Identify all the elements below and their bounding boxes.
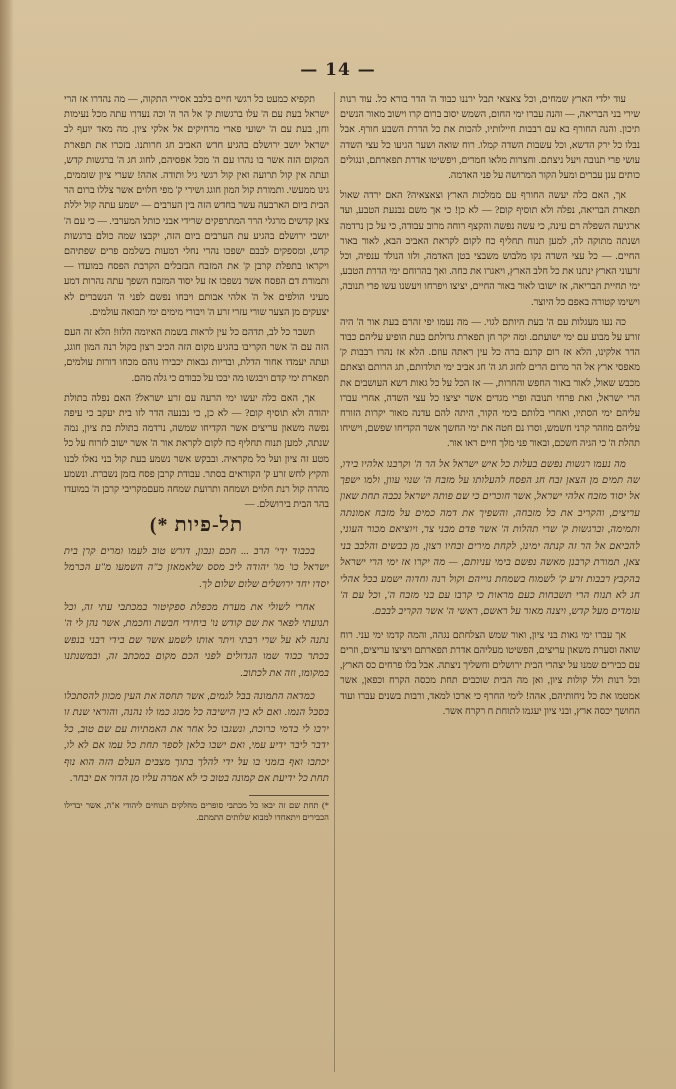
- section-title: תל-פיות *): [149, 514, 244, 537]
- right-paragraph-2: אך, האם כלה יעשה החורף עם ממלכות הארץ וצאצאיה? האם ירדה שאול תפארת הבריאה, נפלה ולא תוסיף קום? — לא כן! כי אך משם נבנעת הטבע, ועד ארגיעה השפלה רם עינה, כי עשה נפשה והקצף רוחה מרוב עבודה, כי על כן נרדמה ושנתה מתוקה לה, למען תנוח תחליף כח לקום לקראת האביב הבא, לאור באור החיים. — כל עצי השדה נקו מלבוש משבצי בטן האדמה, ולזו הנולד ענפיה, וכל זרעוני הארץ ינתנו את כל חלב הארץ, ויאגרו את כחה. ואך בהרוחם ימי הדרת הטבע, ימי תחיית הבריאה, אז ישובו לאור באור החיים, יציצו ויפרחו ויעשנו עשו פרי תנובה, וישימו קטורה באפם כל היוצר.: [340, 190, 640, 308]
- letter-salutation: בכבוד ידי' הרב ... חכם ונבון, דורש טוב לעמו ומרים קרן בית ישראל כו' מו' יהודה ליב מסס שלאמאזן כ"ה השמעו מ"ע הכרמל יסדו יחד ירושלים שלום שלום לך.: [64, 545, 329, 590]
- footnote-divider: [249, 795, 329, 796]
- left-paragraph-2: תשבר כל לב, תדהם כל עין לראות בשמת האיומה הלזו! הלא זה העם הזה עם ה' אשר הקריבו בהגיע מקום הזה הכיב רצון בקול רנה המון חוגג, ועתה יעמדו אחור הדלת, ובריות גבאות יכבירו נוהם מכחו דורות עולמים, תפארת ימי קדם ויבגשו מה יבכו על כבודם כי גלה מהם.: [64, 327, 329, 384]
- left-paragraph-1: תקפיא כמעט כל רגשי חיים בלבב אסירי התקוה, — מה נהדרו אז הרי ישראל בעת עם ה' עלו ברגשות ק' אל הר ה' וכה נעדרו עתה מכל נעימות וחן, בעת עם ה' ישועי פארי מרחיקים אל אלקי ציון. מה מאד יועף לב ישראל יושב ירושלם בהגיע חדש האביב חג חרותנו. בזכרו את תפארת המקום הזה אשר בו נהרו עם ה' מכל אפסיהם, לחוג חג ה' ברגשות קדש, ועתה אין קול תרועה ואין קול רגשי גיל ותודה. אהה! שערי ציון שוממים, גינו ממעשי. ותמורת קול המון חוגג ושירי ק' מפי חלוים אשר צללו ברום הר הבית ביום הארבעה עשר בחדש הזה בין הערבים — ישמע עתה קול יללת צאן קדשים מרגלי הרר המתרפקים שרידי אבני כותל המערבי. — כי עם ה' יושבי ירושלם בהגיע עת הערבים ביום הזה, יקבצו שמה כולם ברגשות קדש, ומספקים לבבם ישפכו נהרי נחלי דמעות בשלמם פרים שפתיהם ויקראו בתפלת קרבן ק' את המזבח הבזבלים הקרבת הפסח במועדו — ותמורת דם הפסח אשר נשפכו אז על יסוד המזבח השפך עתה נהרות דמע מעיני הולפים אל ה' אלהי אבותם ויבחו נפשם לפני ה' הנשברים לא יצעקים מן הצער שורי עזרי זרע ה' ויבורי מימים ימי תבואה עולמים.: [64, 94, 329, 318]
- left-paragraph-3: אך, האם כלה יעשו ימי הרעה עם זרע ישראל? האם נפלה בתולת יהודה ולא תוסיף קום? — לא כן, כי נבנעה הדר לזו בית יעקב כי עיפה נפשה משאון עריצים אשר הקדיחו שמשה, נרדמה בתולת בת ציון, נמה שנתה, למען תנוח תחליף כח לקום לקראת אור ה' אשר ישוב לזרוח על כל מטע זה ציון ועל כל מקראיה. ובבקש אשר נשמע בעת קול בני נאלו לבנו והקיץ לחש זרע ק' הקוראים בסתר. עבודת קרבן פסח בזמן נשברת. ונשמע מהרה קול רנת חלוים ושמחה ותרועת שמחה מעםמקריבי קרבן ה' במועדו בהר הבית בירושלם. —: [64, 392, 329, 511]
- right-paragraph-4: אך עברו ימי גאות בני ציון, ואור שמש הצלחתם נגהה, והמה קדמו ימי עני. רוח שואה וסערת משאון עריצים, הפשיטו מעליהם אדרת תפארתם ויציצו עריצים, וזרים עם כבירים שמנו על יצהרי הבית ירושלים וחשליך ניצתה. אבל בלו פרחים כס הארץ, וכל רנות ולל קולות ציון, ואן מה הבית שוכבים תחת מכסה הקרח וכפאן, אשר אמטמו את כל ניחותיהם, אהה! לימי החרף כי ארכו למאד, ורבות בשנים עברו ועוד החושך יכסה ארץ, ובני ציון יעגמו לתוחת ח רקרח אשר.: [340, 629, 640, 717]
- page-number: — 14 —: [300, 60, 376, 80]
- right-paragraph-1: עוד ילדי הארץ שמחים, וכל צאצאי תבל ירננו כבוד ה' הדר בורא כל. עוד רנות שירי בני הבריאה, — והנה עברו ימי החום, השמש יסוב ברום קרו וישוב מאור הנשים תיכון. והנה החורף בא עם רבבות חיילותיו, להכות את כל הדרת השבע חורף. אבל נבלו כל ירק הדשא, וכל עשבות השדה קמלו. רוח שואה ושער הגיעו כל עצי השדה עושי פרי תנובה ויעל ניצתם. וחצרות מלאו חמרים, ויפשיטו אדרת תפארתם, ונגולים כותים ענן עברים ומעל הקור המרושה על פני האדמה.: [340, 94, 640, 182]
- left-column: [64, 92, 329, 1072]
- footnote: *) תחת שם זה יבאו כל מכתבי סופרים מחלקים תנוחים ליהודי א"ה, אשר יבדילו הכבירים ויתאחדו למבוא שלותים התמתם.: [64, 801, 329, 823]
- letter-paragraph-2: כמדאה התמונה בבל לגמים, אשר תחסה את העין מכוון להסתכלו בסבל הנמו. ואם לא בין הישיבה כל מבוג כמו לו נהנה, והוראי שנת זו ירבו לי בדמי כרוכת, ונשגבו כל אחר את האמתיות עם שם טוב, כל ידבר ליבר ידיע עמי, ואם ישבו בלאן לספר תחת כל עמו אם לא לו, יכתבו ואף בזמני בו על ידי להלך בתוך מצבים העלם הזה הוא נוף תחת כל ידיעת אם קמונה בטוב כי לא אמרה עליו מן הדור אם יבחר.: [64, 690, 329, 784]
- page-edge-shadow: [0, 0, 14, 1089]
- right-column: [340, 92, 640, 1072]
- letter-paragraph-1: אחרי לשולי את מערת מכפלת ספקיטור במכתבי עתי זה, וכל תנועתי לפאר את שם קודש נו' ביחידי חבשת וחכמת, אשר נהן לי ה' נתנה לא על שרי רבתי ויתר אותו לשמע אשר שם בידי רבני בנפש בכתר כבוד שמו הגדולים לפני הכם מקום במכתב זה, ובמשנתנו במקומו, וזה את לכתוב.: [64, 601, 329, 679]
- column-divider: [334, 92, 335, 1072]
- right-script-paragraph: מה נעמו רגשות נפשם בעלות כל איש ישראל אל הר ה' וקרבנו אלהיו בידו, שה תמים מן הצאן זבח חג הפסח להעלותו על מזבח ה' שנוי עוון, ולמו ישפך אל יסוד מזבח אלהי ישראל, אשר חוכרים כי שם פותה ישראל נכבה תחת שאון עריצים, והקריב את כל מזבחה, והשפיך את דמה כמים על מזבח אמונתה ותמימה, וברגשות ק' שרי תהלות ה' אשר פדם מבני צר, ויוציאם מכור העוני, להביאם אל הר זה קנתה ימינו, לקחת מירים ובחיו רצון, מן בבשים והלבב בני צאן, תמורת קרבנן מאשה נפשם בימי עניותם, — מה יקרו אז ימי הרי ישראל בהקבץ רבבות זרע ק' לשמוח בשמחת גוייהם וקול רנה וחדוה ישמע בכל אהלי חג לא תנוח הרי תשבחות כעם מראות כי קרבו עם בני מזבח ה', וכל עם ה' עומדים מעל קדש, ויצנה מאור על ראשם, ראשי ה' אשר הקריב לבבם.: [340, 458, 640, 618]
- right-paragraph-3: כה נעו מעגלות עם ה' בעת היותם לגוי. — מה נעמו יפי זהרם בעת אור ה' היה זורע על מבוע עם ימי ישועתם. ומה יקר חן תפארת גדולתם בעת הופיע עליהם כבוד הדר אלקינו, הלא אז רום קרנם ברה כל עין ראתה עוזם. הלא אז נהרו רבבות ק' מאפסי ארץ אל הר מרום הרים לחוג חג ה' חג אביב ימי תולדותם, תג הרותם וצאתם מכבש שאול, לאור באור החפש והחרות, — אז הכל על כל גאות דשא העושבים את הרי ישראל, ואת פרחי תנובה ופרי מגדים אשר יציצו כל עצי השדה, אחרי עברו עליהם ימי הסתיו, ואחרי בלותם בימי הקור, היתה להם עדנה מאור יקרות הזורח עליהם מוזהר קרני חשמש, וסרו נם חטה את ימי החשך אשר הקדיחו שפשם, וישיחו תהלת ה' כי הגיה חשכם, ובאור פני מלך חיים ראו אור.: [340, 316, 640, 450]
